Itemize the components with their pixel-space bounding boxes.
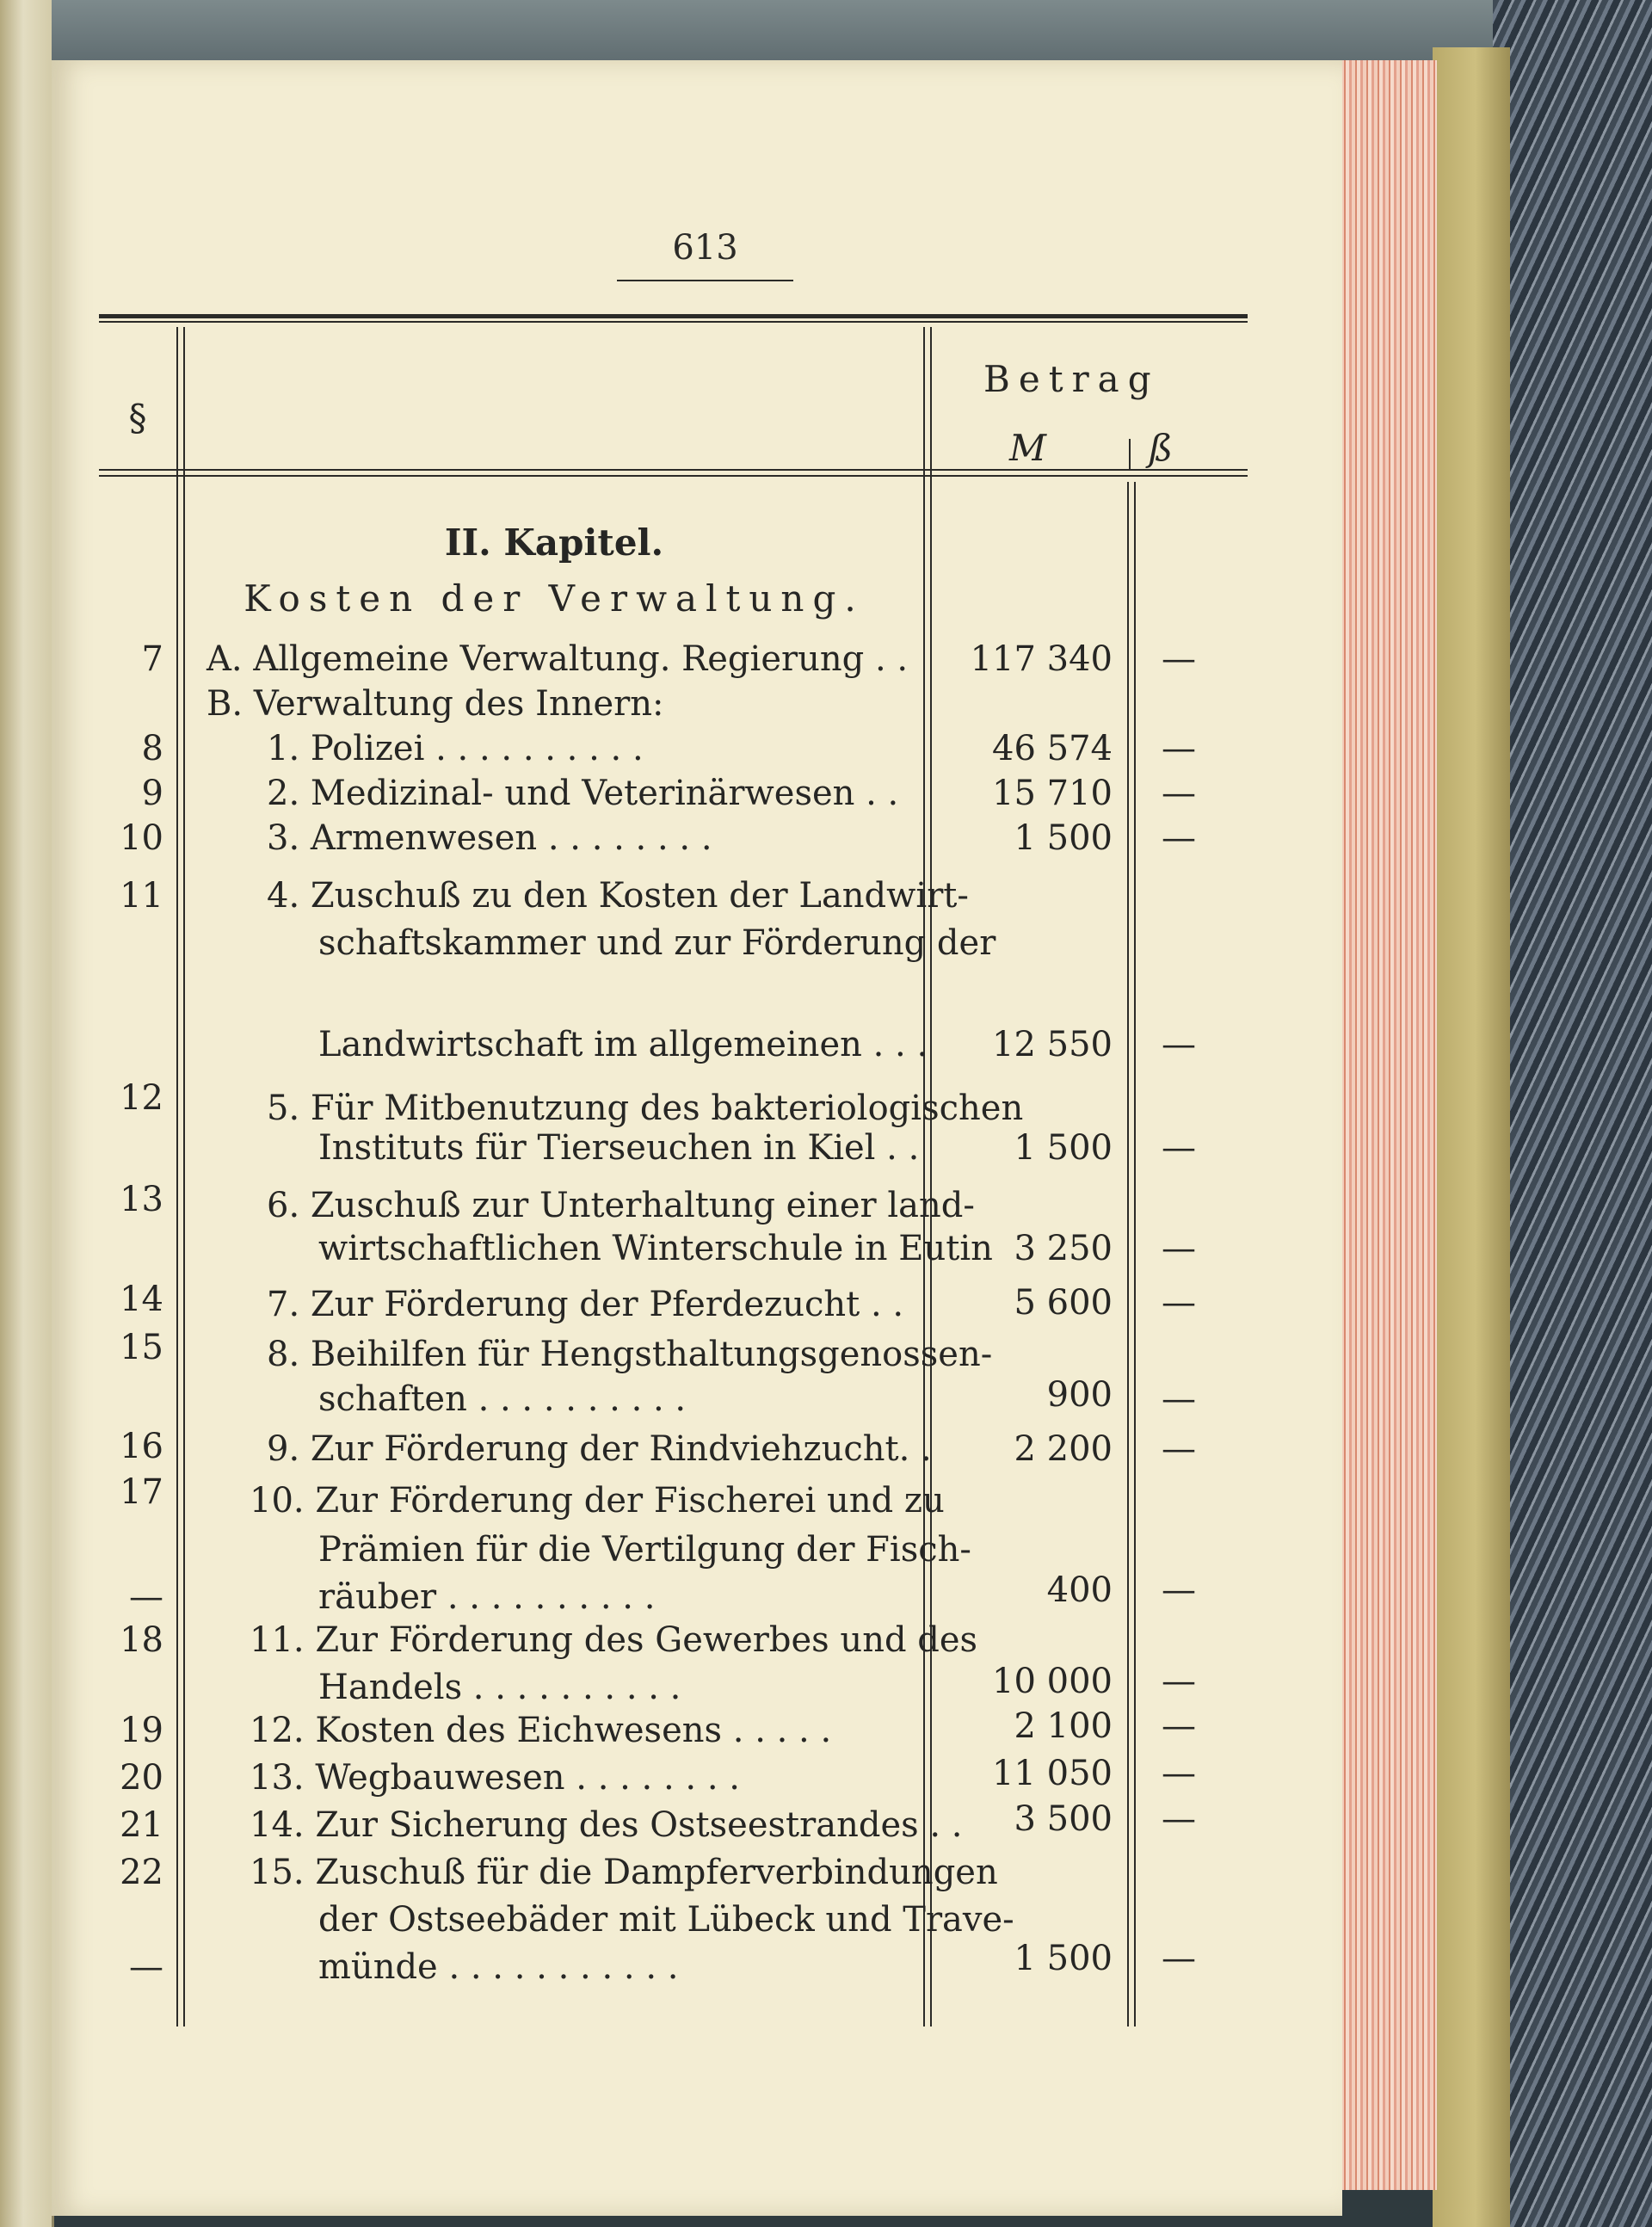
para-number: 9: [141, 774, 163, 813]
line-text: 9. Zur Förderung der Rindviehzucht. .: [267, 1429, 932, 1469]
pfennig-symbol: ß: [1149, 427, 1174, 469]
amount-pfennig: —: [1162, 1379, 1196, 1419]
line-text: 10. Zur Förderung der Fischerei und zu: [250, 1481, 945, 1521]
amount-pfennig: —: [1162, 639, 1196, 679]
amount-pfennig: —: [1162, 1706, 1196, 1746]
line-text: 2. Medizinal- und Veterinärwesen . .: [267, 774, 899, 813]
amount-pfennig: —: [1162, 774, 1196, 813]
chapter-subtitle: Kosten der Verwaltung.: [243, 577, 865, 620]
line-text: Prämien für die Vertilgung der Fisch-: [318, 1530, 971, 1570]
amount-mark: 2 100: [1014, 1706, 1113, 1746]
line-text: 12. Kosten des Eichwesens . . . . .: [250, 1711, 832, 1750]
para-number: 13: [120, 1180, 163, 1219]
marbled-board: [1493, 0, 1652, 2227]
amount-mark: 1 500: [1014, 818, 1113, 858]
amount-pfennig: —: [1162, 1799, 1196, 1839]
para-number: 14: [120, 1280, 163, 1319]
para-number: 8: [141, 729, 163, 768]
line-text: Handels . . . . . . . . . .: [318, 1668, 681, 1707]
amount-mark: 117 340: [970, 639, 1113, 679]
amount-mark: 2 200: [1014, 1429, 1113, 1469]
chapter-title: II. Kapitel.: [444, 521, 664, 564]
amount-pfennig: —: [1162, 1025, 1196, 1064]
line-text: 14. Zur Sicherung des Ostseestrandes . .: [250, 1805, 963, 1845]
table-top-rule-thin: [99, 321, 1248, 323]
amount-pfennig: —: [1162, 729, 1196, 768]
line-text: räuber . . . . . . . . . .: [318, 1577, 656, 1617]
amount-pfennig: —: [1162, 1754, 1196, 1793]
section-sign-header: §: [128, 397, 147, 439]
line-text: Instituts für Tierseuchen in Kiel . .: [318, 1128, 920, 1168]
para-number: 10: [120, 818, 163, 858]
line-text: A. Allgemeine Verwaltung. Regierung . .: [206, 639, 909, 679]
amount-pfennig: —: [1162, 1939, 1196, 1978]
line-text: 8. Beihilfen für Hengsthaltungsgenossen-: [267, 1335, 993, 1374]
amount-mark: 10 000: [992, 1662, 1113, 1701]
amount-mark: 900: [1046, 1375, 1113, 1415]
para-number: 11: [120, 876, 163, 916]
amount-pfennig: —: [1162, 1662, 1196, 1701]
line-text: Landwirtschaft im allgemeinen . . .: [318, 1025, 928, 1064]
line-text: schaftskammer und zur Förderung der: [318, 923, 996, 963]
para-number: 21: [120, 1805, 163, 1845]
amount-pfennig: —: [1162, 1229, 1196, 1268]
amount-mark: 3 250: [1014, 1229, 1113, 1268]
line-text: 7. Zur Förderung der Pferdezucht . .: [267, 1285, 904, 1324]
column-rule-para-left: [176, 327, 178, 2027]
amount-mark: 5 600: [1014, 1283, 1113, 1323]
para-number: 12: [120, 1078, 163, 1118]
book-cover-left: [0, 0, 54, 2227]
line-text: 1. Polizei . . . . . . . . . .: [267, 729, 644, 768]
page-number: 613: [617, 228, 793, 281]
line-text: B. Verwaltung des Innern:: [206, 684, 664, 724]
para-number: 19: [120, 1711, 163, 1750]
amount-mark: 12 550: [992, 1025, 1113, 1064]
amount-pfennig: —: [1162, 1570, 1196, 1610]
line-text: 15. Zuschuß für die Dampferverbindungen: [250, 1853, 998, 1892]
line-text: 3. Armenwesen . . . . . . . .: [267, 818, 712, 858]
header-bottom-rule-2: [99, 475, 1248, 477]
para-number: 18: [120, 1620, 163, 1660]
line-text: 5. Für Mitbenutzung des bakteriologischen: [267, 1089, 1024, 1128]
book-spine: [1433, 47, 1510, 2227]
para-number: 17: [120, 1472, 163, 1512]
line-text: wirtschaftlichen Winterschule in Eutin: [318, 1229, 993, 1268]
column-rule-pfennig-header: [1129, 439, 1131, 470]
line-text: münde . . . . . . . . . . .: [318, 1947, 679, 1987]
amount-mark: 1 500: [1014, 1128, 1113, 1168]
para-number: —: [129, 1577, 163, 1617]
column-rule-pfennig-left: [1127, 482, 1129, 2027]
para-number: —: [129, 1947, 163, 1987]
amount-pfennig: —: [1162, 1283, 1196, 1323]
amount-mark: 3 500: [1014, 1799, 1113, 1839]
para-number: 16: [120, 1427, 163, 1466]
header-bottom-rule: [99, 469, 1248, 471]
amount-mark: 11 050: [992, 1754, 1113, 1793]
line-text: 6. Zuschuß zur Unterhaltung einer land-: [267, 1186, 975, 1225]
para-number: 22: [120, 1853, 163, 1892]
amount-mark: 15 710: [992, 774, 1113, 813]
amount-mark: 46 574: [992, 729, 1113, 768]
line-text: der Ostseebäder mit Lübeck und Trave-: [318, 1900, 1014, 1940]
amount-mark: 1 500: [1014, 1939, 1113, 1978]
para-number: 20: [120, 1758, 163, 1798]
amount-pfennig: —: [1162, 1429, 1196, 1469]
table-top-rule-thick: [99, 314, 1248, 318]
amount-header: Betrag: [983, 358, 1160, 400]
line-text: 11. Zur Förderung des Gewerbes und des: [250, 1620, 978, 1660]
page-edges: [1338, 60, 1437, 2190]
book-cloth-top: [52, 0, 1652, 69]
para-number: 15: [120, 1328, 163, 1367]
amount-pfennig: —: [1162, 1128, 1196, 1168]
column-rule-amount-left: [923, 327, 925, 2027]
mark-symbol: M: [1009, 427, 1047, 469]
amount-pfennig: —: [1162, 818, 1196, 858]
line-text: 4. Zuschuß zu den Kosten der Landwirt-: [267, 876, 969, 916]
line-text: schaften . . . . . . . . . .: [318, 1379, 687, 1419]
para-number: 7: [141, 639, 163, 679]
book-page: [52, 60, 1342, 2216]
line-text: 13. Wegbauwesen . . . . . . . .: [250, 1758, 740, 1798]
amount-mark: 400: [1046, 1570, 1113, 1610]
